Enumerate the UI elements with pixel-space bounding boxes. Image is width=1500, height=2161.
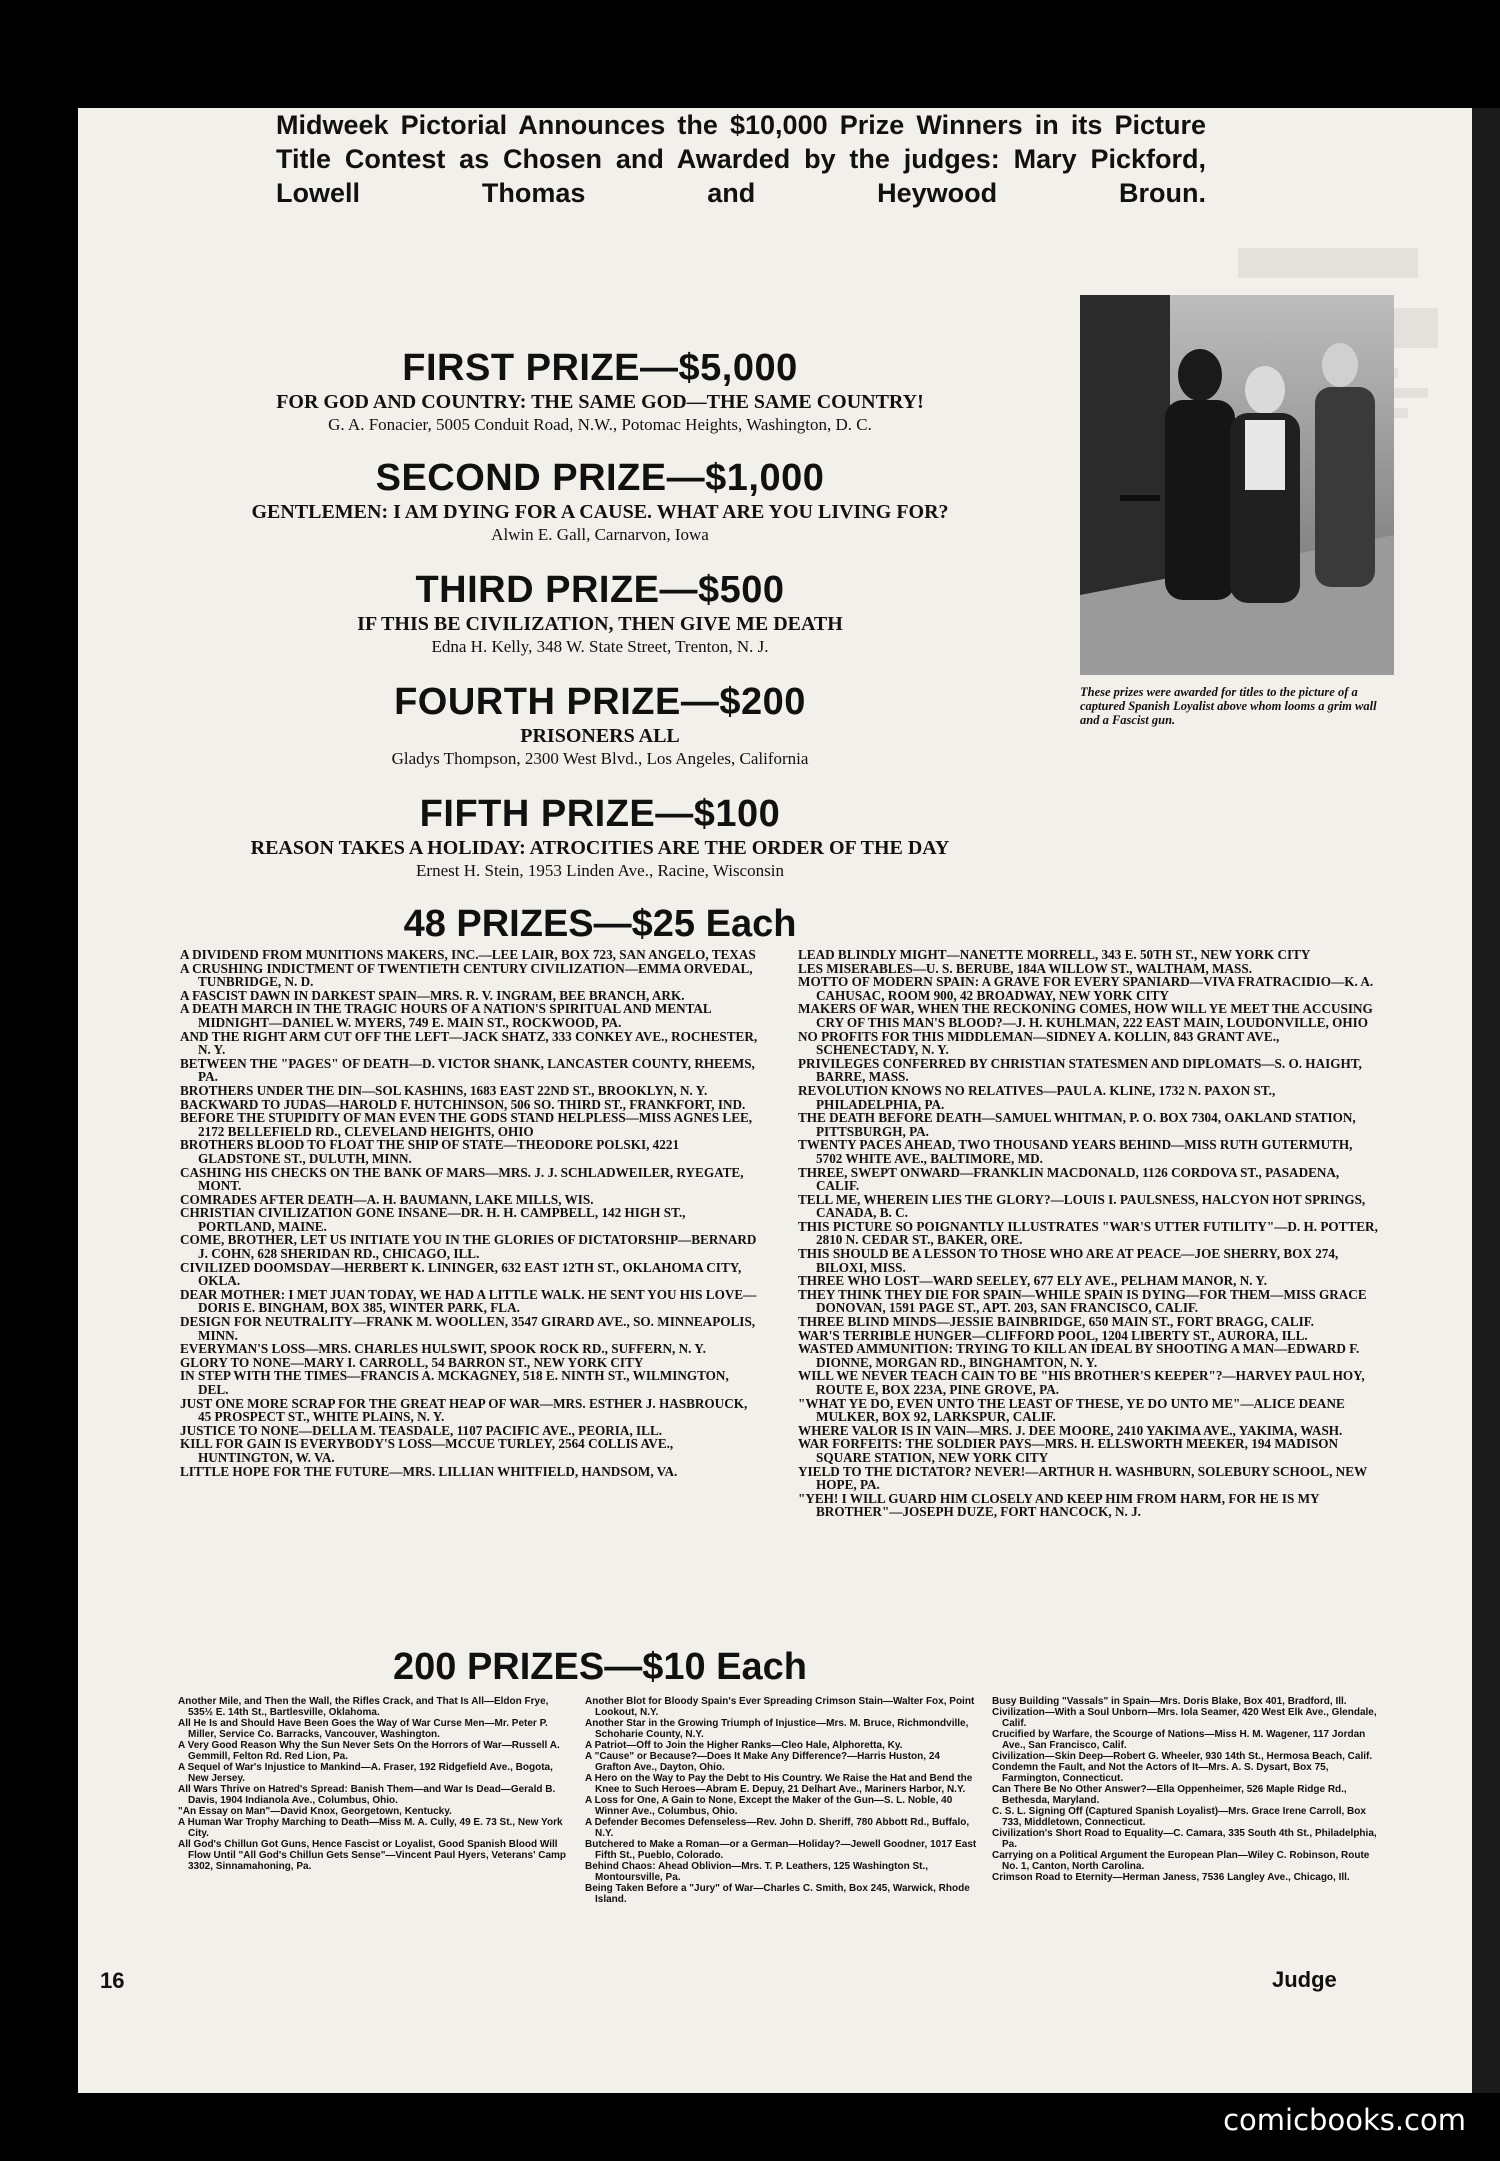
list-item: Busy Building "Vassals" in Spain—Mrs. Doris Blake, Box 401, Bradford, Ill. [992, 1696, 1347, 1707]
list-item: GLORY TO NONE—MARY I. CARROLL, 54 BARRON ST., NEW YORK CITY [180, 1354, 644, 1370]
list-item: JUST ONE MORE SCRAP FOR THE GREAT HEAP OF WAR—MRS. ESTHER J. HASBROUCK, 45 PROSPECT ST., WHITE PLAINS, N. Y. [180, 1395, 748, 1425]
page-number: 16 [100, 1968, 125, 1993]
list-item: Crimson Road to Eternity—Herman Janess, 7536 Langley Ave., Chicago, Ill. [992, 1872, 1350, 1883]
list-item: All God's Chillun Got Guns, Hence Fascist or Loyalist, Good Spanish Blood Will Flow Until "All God's Chillun Gets Sense"—Vincent Paul Hyers, Veterans' Camp 3302, Sinnamahoning, Pa. [178, 1839, 567, 1872]
list-item: Civilization—With a Soul Unborn—Mrs. Iola Seamer, 420 West Elk Ave., Glendale, Calif. [992, 1707, 1377, 1729]
list-item: THREE WHO LOST—WARD SEELEY, 677 ELY AVE., PELHAM MANOR, N. Y. [798, 1273, 1267, 1289]
list-item: A Very Good Reason Why the Sun Never Sets On the Horrors of War—Russell A. Gemmill, Felton Rd. Red Lion, Pa. [178, 1740, 560, 1762]
fifth-prize-title: REASON TAKES A HOLIDAY: ATROCITIES ARE THE ORDER OF THE DAY [250, 837, 950, 859]
list-item: BEFORE THE STUPIDITY OF MAN EVEN THE GODS STAND HELPLESS—MISS AGNES LEE, 2172 BELLEFIELD RD., CLEVELAND HEIGHTS, OHIO [180, 1110, 753, 1139]
list-item: "YEH! I WILL GUARD HIM CLOSELY AND KEEP HIM FROM HARM, FOR HE IS MY BROTHER"—JOSEPH DUZE, FORT HANCOCK, N. J. [798, 1490, 1320, 1520]
list-item: BROTHERS UNDER THE DIN—SOL KASHINS, 1683 EAST 22ND ST., BROOKLYN, N. Y. [180, 1082, 708, 1098]
list-item: THIS SHOULD BE A LESSON TO THOSE WHO ARE AT PEACE—JOE SHERRY, BOX 274, BILOXI, MISS. [798, 1246, 1339, 1275]
list-item: WAR FORFEITS: THE SOLDIER PAYS—MRS. H. ELLSWORTH MEEKER, 194 MADISON SQUARE STATION, NEW YORK CITY [798, 1436, 1339, 1465]
list-item: All Wars Thrive on Hatred's Spread: Banish Them—and War Is Dead—Gerald B. Davis, 1904 Indianola Ave., Columbus, Ohio. [178, 1784, 556, 1806]
fourth-prize [100, 680, 1100, 770]
list-item: CASHING HIS CHECKS ON THE BANK OF MARS—MRS. J. J. SCHLADWEILER, RYEGATE, MONT. [180, 1164, 744, 1194]
first-prize-heading: FIRST PRIZE—$5,000 [402, 347, 798, 389]
list-item: MOTTO OF MODERN SPAIN: A GRAVE FOR EVERY SPANIARD—VIVA FRATRACIDIO—K. A. CAHUSAC, ROOM 900, 42 BROADWAY, NEW YORK CITY [798, 974, 1374, 1003]
list-item: WILL WE NEVER TEACH CAIN TO BE "HIS BROTHER'S KEEPER"?—HARVEY PAUL HOY, ROUTE E, BOX 223A, PINE GROVE, PA. [798, 1368, 1365, 1397]
list-item: Behind Chaos: Ahead Oblivion—Mrs. T. P. Leathers, 125 Washington St., Montoursville, Pa. [585, 1861, 929, 1883]
list-item: Civilization—Skin Deep—Robert G. Wheeler, 930 14th St., Hermosa Beach, Calif. [992, 1751, 1373, 1762]
list-item: Another Blot for Bloody Spain's Ever Spreading Crimson Stain—Walter Fox, Point Lookout, N.Y. [585, 1696, 975, 1718]
list-item: LES MISERABLES—U. S. BERUBE, 184A WILLOW ST., WALTHAM, MASS. [798, 960, 1252, 976]
list-item: JUSTICE TO NONE—DELLA M. TEASDALE, 1107 PACIFIC AVE., PEORIA, ILL. [180, 1422, 663, 1438]
list-item: THE DEATH BEFORE DEATH—SAMUEL WHITMAN, P. O. BOX 7304, OAKLAND STATION, PITTSBURGH, PA. [798, 1110, 1356, 1139]
list-item: Being Taken Before a "Jury" of War—Charles C. Smith, Box 245, Warwick, Rhode Island. [585, 1883, 970, 1905]
first-prize [100, 346, 1100, 436]
prizes-25-heading: 48 PRIZES—$25 Each [403, 903, 797, 945]
photo-caption: These prizes were awarded for titles to the picture of a captured Spanish Loyalist above whom looms a grim wall and a Fascist gun. [1080, 685, 1377, 727]
list-item: Can There Be No Other Answer?—Ella Oppenheimer, 526 Maple Ridge Rd., Bethesda, Maryland. [992, 1784, 1347, 1806]
third-prize-title: IF THIS BE CIVILIZATION, THEN GIVE ME DEATH [357, 613, 843, 635]
list-item: KILL FOR GAIN IS EVERYBODY'S LOSS—MCCUE TURLEY, 2564 COLLIS AVE., HUNTINGTON, W. VA. [180, 1436, 674, 1465]
second-prize [100, 456, 1100, 546]
photo-captured-loyalist [1080, 295, 1394, 675]
list-item: REVOLUTION KNOWS NO RELATIVES—PAUL A. KLINE, 1732 N. PAXON ST., PHILADELPHIA, PA. [798, 1082, 1276, 1112]
list-item: WHERE VALOR IS IN VAIN—MRS. J. DEE MOORE, 2410 YAKIMA AVE., YAKIMA, WASH. [798, 1422, 1343, 1438]
list-item: THREE BLIND MINDS—JESSIE BAINBRIDGE, 650 MAIN ST., FORT BRAGG, CALIF. [798, 1314, 1314, 1330]
list-item: A FASCIST DAWN IN DARKEST SPAIN—MRS. R. V. INGRAM, BEE BRANCH, ARK. [180, 987, 685, 1003]
list-item: TELL ME, WHEREIN LIES THE GLORY?—LOUIS I. PAULSNESS, HALCYON HOT SPRINGS, CANADA, B. C. [798, 1191, 1366, 1221]
list-item: NO PROFITS FOR THIS MIDDLEMAN—SIDNEY A. KOLLIN, 843 GRANT AVE., SCHENECTADY, N. Y. [798, 1028, 1280, 1058]
fourth-prize-heading: FOURTH PRIZE—$200 [394, 681, 806, 723]
list-item: CIVILIZED DOOMSDAY—HERBERT K. LININGER, 632 EAST 12TH ST., OKLAHOMA CITY, OKLA. [180, 1259, 742, 1289]
list-item: DEAR MOTHER: I MET JUAN TODAY, WE HAD A LITTLE WALK. HE SENT YOU HIS LOVE—DORIS E. BINGHAM, BOX 385, WINTER PARK, FLA. [180, 1286, 757, 1316]
fourth-prize-title: PRISONERS ALL [520, 725, 680, 747]
list-item: A DEATH MARCH IN THE TRAGIC HOURS OF A NATION'S SPIRITUAL AND MENTAL MIDNIGHT—DANIEL W. MYERS, 749 E. MAIN ST., ROCKWOOD, PA. [180, 1001, 712, 1030]
list-item: Another Mile, and Then the Wall, the Rifles Crack, and That Is All—Eldon Frye, 535½ E. 14th St., Bartlesville, Oklahoma. [178, 1696, 549, 1718]
list-item: A "Cause" or Because?—Does It Make Any Difference?—Harris Huston, 24 Grafton Ave., Dayton, Ohio. [585, 1751, 940, 1773]
magazine-name: Judge [1272, 1967, 1337, 1992]
list-item: Butchered to Make a Roman—or a German—Holiday?—Jewell Goodner, 1017 East Fifth St., Pueblo, Colorado. [585, 1839, 977, 1861]
list-item: CHRISTIAN CIVILIZATION GONE INSANE—DR. H. H. CAMPBELL, 142 HIGH ST., PORTLAND, MAINE. [180, 1205, 686, 1234]
fourth-prize-winner: Gladys Thompson, 2300 West Blvd., Los Angeles, California [391, 749, 809, 768]
list-item: A Loss for One, A Gain to None, Except the Maker of the Gun—S. L. Noble, 40 Winner Ave., Columbus, Ohio. [585, 1795, 953, 1817]
list-item: "WHAT YE DO, EVEN UNTO THE LEAST OF THESE, YE DO UNTO ME"—ALICE DEANE MULKER, BOX 92, LARKSPUR, CALIF. [798, 1395, 1345, 1425]
fifth-prize [100, 792, 1100, 882]
list-item: COMRADES AFTER DEATH—A. H. BAUMANN, LAKE MILLS, WIS. [180, 1191, 594, 1207]
list-item: BETWEEN THE "PAGES" OF DEATH—D. VICTOR SHANK, LANCASTER COUNTY, RHEEMS, PA. [180, 1055, 755, 1085]
list-item: BROTHERS BLOOD TO FLOAT THE SHIP OF STATE—THEODORE POLSKI, 4221 GLADSTONE ST., DULUTH, MINN. [180, 1137, 680, 1166]
third-prize-winner: Edna H. Kelly, 348 W. State Street, Trenton, N. J. [431, 637, 769, 656]
list-item: COME, BROTHER, LET US INITIATE YOU IN THE GLORIES OF DICTATORSHIP—BERNARD J. COHN, 628 SHERIDAN RD., CHICAGO, ILL. [180, 1232, 757, 1262]
site-watermark: comicbooks.com [1223, 2103, 1466, 2137]
list-item: Another Star in the Growing Triumph of Injustice—Mrs. M. Bruce, Richmondville, Schoharie County, N.Y. [585, 1718, 969, 1740]
list-item: THREE, SWEPT ONWARD—FRANKLIN MACDONALD, 1126 CORDOVA ST., PASADENA, CALIF. [798, 1164, 1340, 1194]
list-item: "An Essay on Man"—David Knox, Georgetown, Kentucky. [178, 1806, 452, 1817]
list-item: PRIVILEGES CONFERRED BY CHRISTIAN STATESMEN AND DIPLOMATS—S. O. HAIGHT, BARRE, MASS. [798, 1055, 1362, 1085]
second-prize-winner: Alwin E. Gall, Carnarvon, Iowa [491, 525, 709, 544]
prizes-25-left-column [180, 948, 762, 1620]
list-item: BACKWARD TO JUDAS—HAROLD F. HUTCHINSON, 506 SO. THIRD ST., FRANKFORT, IND. [180, 1096, 746, 1112]
fifth-prize-winner: Ernest H. Stein, 1953 Linden Ave., Racine, Wisconsin [416, 861, 784, 880]
list-item: C. S. L. Signing Off (Captured Spanish Loyalist)—Mrs. Grace Irene Carroll, Box 733, Middletown, Connecticut. [992, 1806, 1366, 1828]
list-item: THEY THINK THEY DIE FOR SPAIN—WHILE SPAIN IS DYING—FOR THEM—MISS GRACE DONOVAN, 1591 PAGE ST., APT. 203, SAN FRANCISCO, CALIF. [798, 1286, 1367, 1316]
list-item: THIS PICTURE SO POIGNANTLY ILLUSTRATES "WAR'S UTTER FUTILITY"—D. H. POTTER, 2810 N. CEDAR ST., BAKER, ORE. [798, 1218, 1378, 1248]
second-prize-title: GENTLEMEN: I AM DYING FOR A CAUSE. WHAT ARE YOU LIVING FOR? [251, 501, 949, 523]
contest-announcement: Midweek Pictorial Announces the $10,000 Prize Winners in its Picture Title Contest as Chosen and Awarded by the judges: Mary Pickford, Lowell Thomas and Heywood Broun. [276, 110, 1206, 208]
prizes-10-column-3 [992, 1696, 1384, 1891]
list-item: DESIGN FOR NEUTRALITY—FRANK M. WOOLLEN, 3547 GIRARD AVE., SO. MINNEAPOLIS, MINN. [180, 1314, 756, 1343]
list-item: TWENTY PACES AHEAD, TWO THOUSAND YEARS BEHIND—MISS RUTH GUTERMUTH, 5702 WHITE AVE., BALTIMORE, MD. [798, 1137, 1353, 1166]
third-prize [100, 568, 1100, 658]
list-item: WASTED AMMUNITION: TRYING TO KILL AN IDEAL BY SHOOTING A MAN—EDWARD F. DIONNE, MORGAN RD., BINGHAMTON, N. Y. [798, 1341, 1360, 1370]
list-item: A Defender Becomes Defenseless—Rev. John D. Sheriff, 780 Abbott Rd., Buffalo, N.Y. [585, 1817, 970, 1839]
fifth-prize-heading: FIFTH PRIZE—$100 [419, 793, 781, 835]
list-item: A Patriot—Off to Join the Higher Ranks—Cleo Hale, Alphoretta, Ky. [585, 1740, 903, 1751]
list-item: Civilization's Short Road to Equality—C. Camara, 335 South 4th St., Philadelphia, Pa. [992, 1828, 1377, 1850]
prizes-10-column-2 [585, 1696, 977, 1905]
list-item: Crucified by Warfare, the Scourge of Nations—Miss H. M. Wagener, 117 Jordan Ave., San Francisco, Calif. [992, 1729, 1366, 1751]
list-item: A Human War Trophy Marching to Death—Miss M. A. Cully, 49 E. 73 St., New York City. [178, 1817, 563, 1839]
list-item: LITTLE HOPE FOR THE FUTURE—MRS. LILLIAN WHITFIELD, HANDSOM, VA. [180, 1463, 678, 1479]
second-prize-heading: SECOND PRIZE—$1,000 [375, 457, 825, 499]
prizes-10-column-1 [178, 1696, 570, 1891]
list-item: EVERYMAN'S LOSS—MRS. CHARLES HULSWIT, SPOOK ROCK RD., SUFFERN, N. Y. [180, 1341, 706, 1357]
list-item: MAKERS OF WAR, WHEN THE RECKONING COMES, HOW WILL YE MEET THE ACCUSING CRY OF THIS MAN'S BLOOD?—J. H. KUHLMAN, 222 EAST MAIN, LOUDONVILLE, OHIO [798, 1001, 1373, 1030]
list-item: LEAD BLINDLY MIGHT—NANETTE MORRELL, 343 E. 50TH ST., NEW YORK CITY [798, 947, 1311, 962]
list-item: Carrying on a Political Argument the European Plan—Wiley C. Robinson, Route No. 1, Canton, North Carolina. [992, 1850, 1370, 1872]
list-item: A CRUSHING INDICTMENT OF TWENTIETH CENTURY CIVILIZATION—EMMA ORVEDAL, TUNBRIDGE, N. D. [180, 960, 753, 990]
list-item: Condemn the Fault, and Not the Actors of It—Mrs. A. S. Dysart, Box 75, Farmington, Connecticut. [992, 1762, 1329, 1784]
prizes-10-heading: 200 PRIZES—$10 Each [393, 1646, 807, 1688]
list-item: A Sequel of War's Injustice to Mankind—A. Fraser, 192 Ridgefield Ave., Bogota, New Jersey. [178, 1762, 553, 1784]
list-item: WAR'S TERRIBLE HUNGER—CLIFFORD POOL, 1204 LIBERTY ST., AURORA, ILL. [798, 1327, 1308, 1343]
prizes-25-right-column [798, 948, 1380, 1620]
first-prize-winner: G. A. Fonacier, 5005 Conduit Road, N.W., Potomac Heights, Washington, D. C. [328, 415, 872, 434]
list-item: IN STEP WITH THE TIMES—FRANCIS A. MCKAGNEY, 518 E. NINTH ST., WILMINGTON, DEL. [180, 1368, 729, 1397]
list-item: All He Is and Should Have Been Goes the Way of War Curse Men—Mr. Peter P. Miller, Service Co. Barracks, Vancouver, Washington. [178, 1718, 548, 1740]
page-edge-shadow [1472, 108, 1500, 2093]
list-item: A DIVIDEND FROM MUNITIONS MAKERS, INC.—LEE LAIR, BOX 723, SAN ANGELO, TEXAS [180, 947, 756, 962]
third-prize-heading: THIRD PRIZE—$500 [415, 569, 785, 611]
list-item: YIELD TO THE DICTATOR? NEVER!—ARTHUR H. WASHBURN, SOLEBURY SCHOOL, NEW HOPE, PA. [798, 1463, 1367, 1493]
first-prize-title: FOR GOD AND COUNTRY: THE SAME GOD—THE SAME COUNTRY! [276, 391, 924, 413]
list-item: AND THE RIGHT ARM CUT OFF THE LEFT—JACK SHATZ, 333 CONKEY AVE., ROCHESTER, N. Y. [180, 1028, 758, 1058]
list-item: A Hero on the Way to Pay the Debt to His Country. We Raise the Hat and Bend the Knee to Such Heroes—Abram E. Depuy, 21 Delhart Ave., Mariners Harbor, N.Y. [585, 1773, 973, 1795]
